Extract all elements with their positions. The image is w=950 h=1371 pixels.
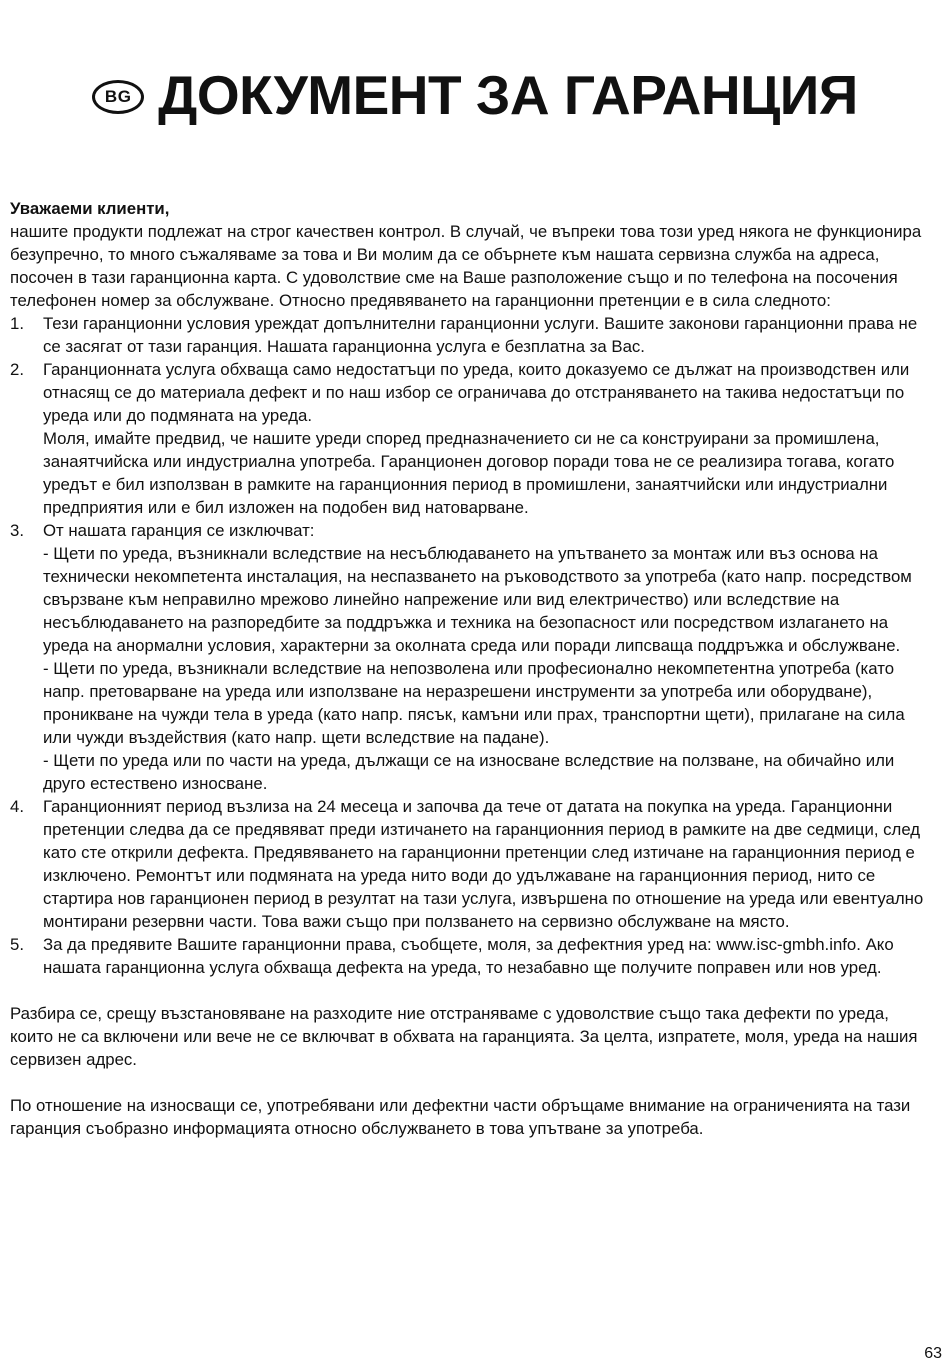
term-number: 5. [10, 935, 24, 954]
term-exclusion: - Щети по уреда, възникнали вследствие на несъблюдаването на упътването за монтаж или въз основа на технически некомпетента инсталация, на неспазването на ръководството за употреба (като напр. посредством свързване към неправилно мрежово линейно напрежение или вид електричество) или вследствие на несъблюдаването на разпоредбите за поддръжка и техника на безопасност или посредством излагането на уреда на анормални условия, характерни за околната среда или поради липсваща поддръжка и обслужване. [43, 544, 912, 655]
page-number: 63 [924, 1345, 942, 1362]
term-text: Тези гаранционни условия уреждат допълнителни гаранционни услуги. Вашите законови гаранционни права не се засягат от тази гаранция. Нашата гаранционна услуга е безплатна за Вас. [43, 314, 918, 356]
page-header [0, 62, 950, 128]
closing-paragraph-repairs: Разбира се, срещу възстановяване на разходите ние отстраняваме с удоволствие също така дефекти по уреда, които не са включени или вече не се включват в обхвата на гаранцията. За целта, изпратете, моля, уреда на нашия сервизен адрес. [10, 1004, 918, 1069]
warranty-term-2 [10, 358, 932, 519]
greeting: Уважаеми клиенти, [10, 199, 170, 218]
warranty-content [10, 197, 932, 1140]
term-text: За да предявите Вашите гаранционни права, съобщете, моля, за дефектния уред на: www.isc-gmbh.info. Ако нашата гаранционна услуга обхваща дефекта на уреда, то незабавно ще получите поправен или нов уред. [43, 935, 894, 977]
term-number: 2. [10, 360, 24, 379]
term-exclusion: - Щети по уреда, възникнали вследствие на непозволена или професионално некомпетентна употреба (като напр. претоварване на уреда или използване на неразрешени инструменти за употреба или оборудване), проникване на чужди тела в уреда (като напр. пясък, камъни или прах, транспортни щети), прилагане на сила или чужди въздействия (като напр. щети вследствие на падане). [43, 659, 905, 747]
term-exclusion: - Щети по уреда или по части на уреда, дължащи се на износване вследствие на ползване, на обичайно или друго естествено износване. [43, 751, 895, 793]
warranty-term-3 [10, 519, 932, 795]
warranty-terms-list [10, 312, 932, 979]
page-title: ДОКУМЕНТ ЗА ГАРАНЦИЯ [158, 64, 858, 126]
country-code-badge: BG [92, 80, 144, 114]
term-text: Моля, имайте предвид, че нашите уреди според предназначението си не са конструирани за промишлена, занаятчийска или индустриална употреба. Гаранционен договор поради това не се реализира тогава, когато уредът е бил използван в рамките на гаранционния период в промишлени, занаятчийски или индустриални предприятия или е бил изложен на подобен вид натоварване. [43, 429, 895, 517]
term-text: От нашата гаранция се изключват: [43, 521, 315, 540]
warranty-term-5 [10, 933, 932, 979]
warranty-term-1 [10, 312, 932, 358]
term-number: 1. [10, 314, 24, 333]
intro-paragraph: нашите продукти подлежат на строг качествен контрол. В случай, че въпреки това този уред някога не функционира безупречно, то много съжаляваме за това и Ви молим да се обърнете към нашата сервизна служба на адреса, посочен в тази гаранционна карта. С удоволствие сме на Ваше разположение също и по телефона на посочения телефонен номер за обслужване. Относно предявяването на гаранционни претенции е в сила следното: [10, 222, 922, 310]
term-text: Гаранционният период възлиза на 24 месеца и започва да тече от датата на покупка на уреда. Гаранционни претенции следва да се предявяват преди изтичането на гаранционния период в рамките на две седмици, след като сте открили дефекта. Предявяването на гаранционни претенции след изтичане на гаранционния период е изключено. Ремонтът или подмяната на уреда нито води до удължаване на гаранционния период, нито се стартира нов гаранционен период в резултат на тази услуга, извършена по отношение на уреда или евентуално монтирани резервни части. Това важи също при ползването на сервизно обслужване на място. [43, 797, 924, 931]
term-number: 4. [10, 797, 24, 816]
term-text: Гаранционната услуга обхваща само недостатъци по уреда, които доказуемо се дължат на производствен или отнасящ се до материала дефект и по наш избор се ограничава до отстраняването на такива недостатъци по уреда или до подмяната на уреда. [43, 360, 910, 425]
term-number: 3. [10, 521, 24, 540]
warranty-term-4 [10, 795, 932, 933]
closing-paragraph-wear-parts: По отношение на износващи се, употребявани или дефектни части обръщаме внимание на ограниченията на тази гаранция съобразно информацията относно обслужването в това упътване за употреба. [10, 1096, 911, 1138]
